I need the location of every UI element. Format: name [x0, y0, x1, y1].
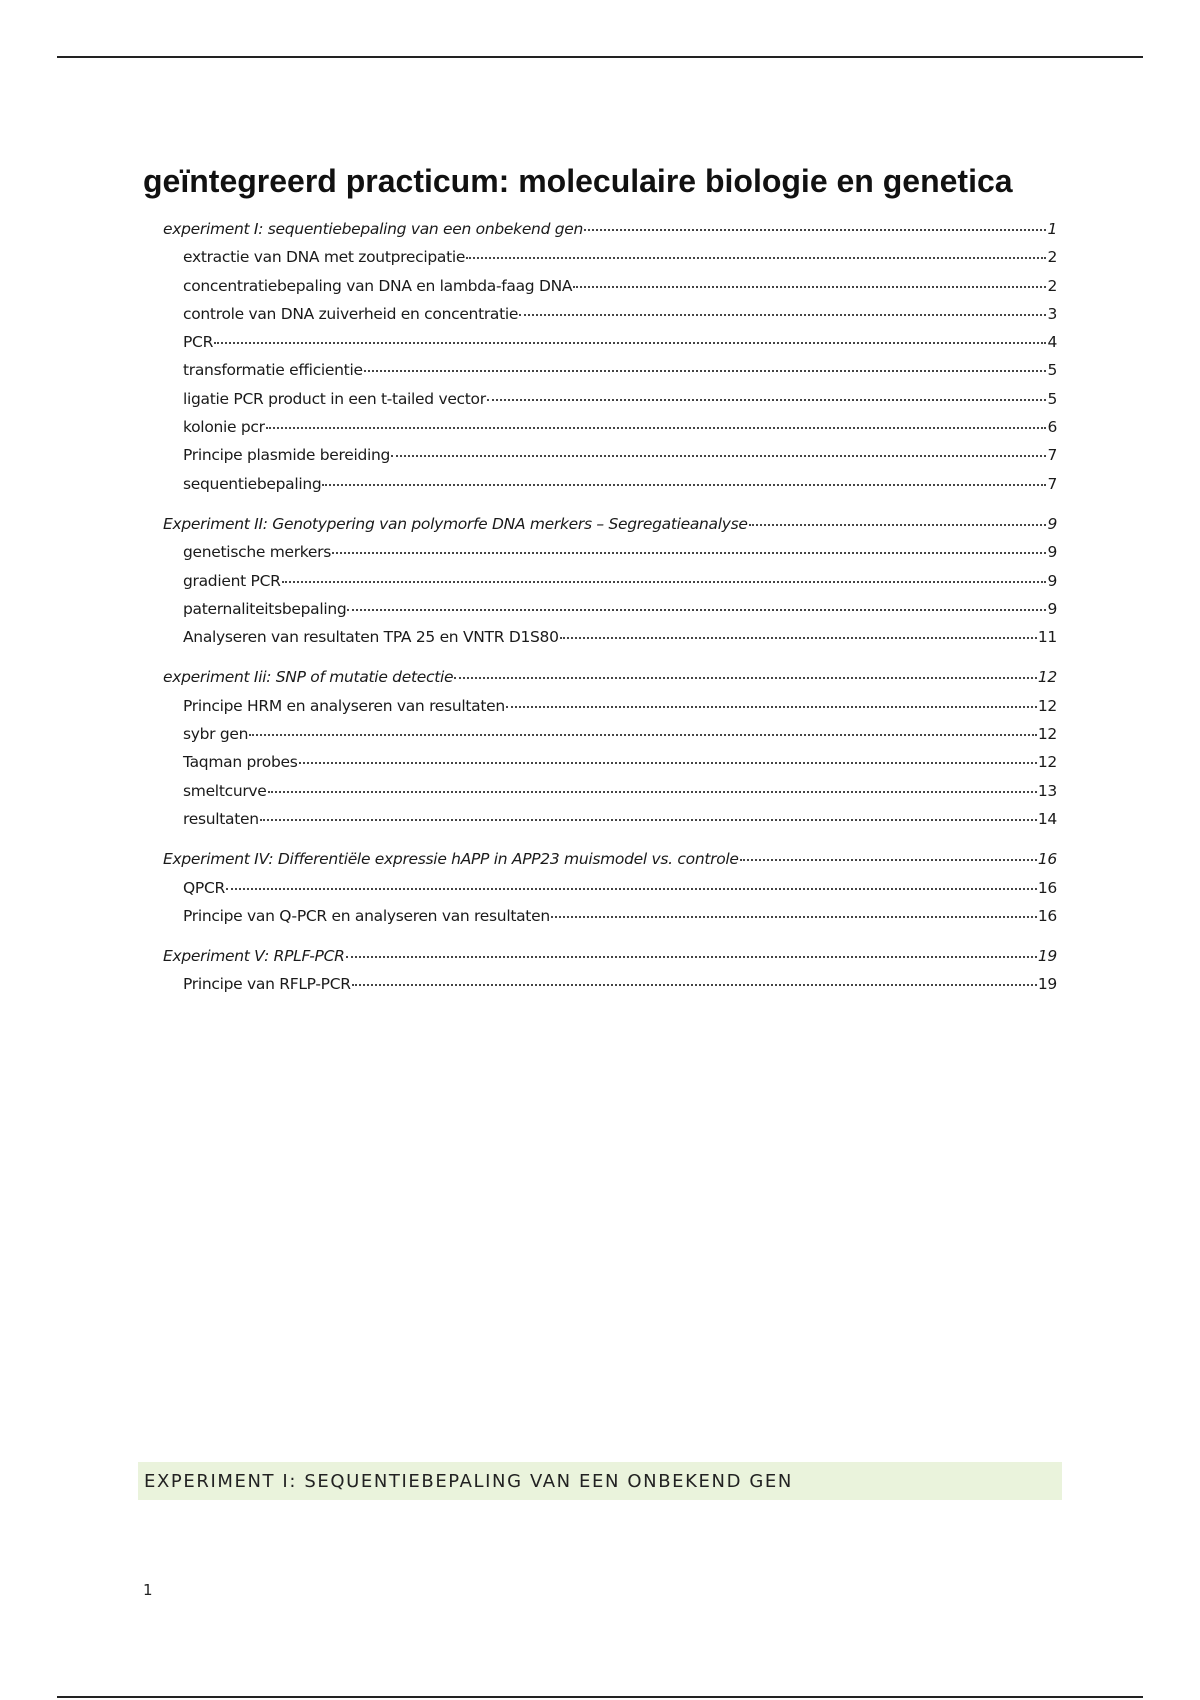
toc-group — [163, 947, 1057, 1004]
toc-dot-leader — [391, 455, 1046, 457]
toc-entry-page: 16 — [1037, 850, 1057, 869]
toc-section-entry[interactable] — [163, 810, 1057, 838]
toc-entry-label: Principe van RFLP-PCR — [183, 975, 351, 994]
header-rule — [57, 56, 1143, 58]
toc-entry-page: 16 — [1037, 878, 1057, 897]
table-of-contents — [163, 220, 1057, 1016]
toc-entry-label: paternaliteitsbepaling — [183, 599, 347, 618]
toc-dot-leader — [551, 916, 1037, 918]
toc-dot-leader — [266, 427, 1047, 429]
toc-section-entry[interactable] — [163, 753, 1057, 781]
toc-section-entry[interactable] — [163, 418, 1057, 446]
toc-section-entry[interactable] — [163, 879, 1057, 907]
toc-entry-page: 12 — [1037, 668, 1057, 687]
toc-entry-page: 7 — [1047, 474, 1057, 493]
toc-section-entry[interactable] — [163, 248, 1057, 276]
toc-entry-label: concentratiebepaling van DNA en lambda-faag DNA — [183, 276, 573, 295]
toc-dot-leader — [584, 229, 1046, 231]
toc-entry-label: Taqman probes — [183, 753, 298, 772]
toc-entry-label: Principe van Q-PCR en analyseren van resultaten — [183, 906, 550, 925]
toc-entry-label: gradient PCR — [183, 571, 281, 590]
toc-dot-leader — [322, 484, 1046, 486]
toc-entry-label: genetische merkers — [183, 543, 332, 562]
toc-section-entry[interactable] — [163, 782, 1057, 810]
toc-entry-label: Experiment II: Genotypering van polymorfe DNA merkers – Segregatieanalyse — [163, 514, 748, 533]
toc-entry-label: smeltcurve — [183, 781, 267, 800]
toc-entry-label: QPCR — [183, 878, 225, 897]
toc-dot-leader — [573, 286, 1046, 288]
toc-entry-label: resultaten — [183, 809, 259, 828]
toc-entry-label: controle van DNA zuiverheid en concentratie — [183, 304, 519, 323]
toc-dot-leader — [749, 524, 1047, 526]
toc-section-entry[interactable] — [163, 725, 1057, 753]
toc-group — [163, 220, 1057, 503]
toc-entry-page: 14 — [1037, 809, 1057, 828]
toc-section-entry[interactable] — [163, 600, 1057, 628]
toc-group — [163, 668, 1057, 838]
toc-dot-leader — [487, 399, 1047, 401]
toc-section-entry[interactable] — [163, 390, 1057, 418]
toc-dot-leader — [364, 370, 1047, 372]
toc-dot-leader — [454, 677, 1037, 679]
toc-section-entry[interactable] — [163, 277, 1057, 305]
toc-entry-page: 11 — [1037, 628, 1057, 647]
toc-entry-page: 19 — [1037, 975, 1057, 994]
toc-entry-page: 7 — [1047, 446, 1057, 465]
toc-dot-leader — [332, 552, 1046, 554]
footer-rule — [57, 1696, 1143, 1698]
toc-entry-page: 9 — [1047, 514, 1057, 533]
toc-dot-leader — [466, 257, 1046, 259]
toc-dot-leader — [214, 342, 1046, 344]
toc-dot-leader — [519, 314, 1046, 316]
toc-section-entry[interactable] — [163, 361, 1057, 389]
toc-section-entry[interactable] — [163, 446, 1057, 474]
toc-dot-leader — [260, 819, 1037, 821]
toc-entry-label: Principe HRM en analyseren van resultaten — [183, 696, 505, 715]
toc-group — [163, 515, 1057, 656]
toc-chapter-entry[interactable] — [163, 947, 1057, 975]
toc-entry-page: 9 — [1047, 599, 1057, 618]
toc-entry-page: 16 — [1037, 906, 1057, 925]
toc-dot-leader — [347, 609, 1046, 611]
toc-dot-leader — [352, 984, 1037, 986]
toc-entry-page: 2 — [1047, 248, 1057, 267]
toc-entry-page: 5 — [1047, 389, 1057, 408]
toc-entry-label: sybr gen — [183, 725, 249, 744]
toc-section-entry[interactable] — [163, 333, 1057, 361]
toc-entry-label: Analyseren van resultaten TPA 25 en VNTR D1S80 — [183, 628, 559, 647]
toc-entry-page: 3 — [1047, 304, 1057, 323]
toc-entry-page: 1 — [1047, 220, 1057, 238]
toc-entry-page: 12 — [1037, 696, 1057, 715]
toc-section-entry[interactable] — [163, 543, 1057, 571]
toc-chapter-entry[interactable] — [163, 515, 1057, 543]
toc-dot-leader — [226, 888, 1037, 890]
toc-dot-leader — [249, 734, 1037, 736]
toc-dot-leader — [282, 581, 1047, 583]
section-heading: EXPERIMENT I: SEQUENTIEBEPALING VAN EEN ONBEKEND GEN — [144, 1470, 793, 1492]
toc-entry-label: extractie van DNA met zoutprecipatie — [183, 248, 466, 267]
toc-section-entry[interactable] — [163, 475, 1057, 503]
toc-entry-label: transformatie efficientie — [183, 361, 363, 380]
toc-entry-label: sequentiebepaling — [183, 474, 322, 493]
toc-chapter-entry[interactable] — [163, 668, 1057, 696]
toc-entry-page: 19 — [1037, 947, 1057, 966]
toc-entry-label: Principe plasmide bereiding — [183, 446, 391, 465]
toc-chapter-entry[interactable] — [163, 850, 1057, 878]
toc-entry-page: 5 — [1047, 361, 1057, 380]
section-heading-band — [138, 1462, 1062, 1500]
toc-entry-label: ligatie PCR product in een t-tailed vector — [183, 389, 486, 408]
toc-section-entry[interactable] — [163, 628, 1057, 656]
toc-entry-page: 2 — [1047, 276, 1057, 295]
toc-entry-label: Experiment IV: Differentiële expressie hAPP in APP23 muismodel vs. controle — [163, 850, 739, 869]
document-title: geïntegreerd practicum: moleculaire biologie en genetica — [143, 163, 1013, 199]
toc-section-entry[interactable] — [163, 975, 1057, 1003]
toc-entry-page: 12 — [1037, 753, 1057, 772]
toc-entry-page: 9 — [1047, 571, 1057, 590]
toc-section-entry[interactable] — [163, 572, 1057, 600]
toc-group — [163, 850, 1057, 935]
page-number: 1 — [143, 1581, 153, 1599]
toc-entry-page: 9 — [1047, 543, 1057, 562]
toc-entry-page: 13 — [1037, 781, 1057, 800]
toc-section-entry[interactable] — [163, 907, 1057, 935]
toc-entry-label: PCR — [183, 333, 214, 352]
toc-entry-page: 6 — [1047, 418, 1057, 437]
toc-entry-page: 12 — [1037, 725, 1057, 744]
toc-entry-page: 4 — [1047, 333, 1057, 352]
toc-dot-leader — [268, 791, 1037, 793]
toc-entry-label: Experiment V: RPLF-PCR — [163, 947, 345, 966]
toc-entry-label: experiment Iii: SNP of mutatie detectie — [163, 668, 454, 687]
toc-section-entry[interactable] — [163, 697, 1057, 725]
toc-chapter-entry[interactable] — [163, 220, 1057, 248]
toc-dot-leader — [299, 762, 1037, 764]
toc-section-entry[interactable] — [163, 305, 1057, 333]
toc-dot-leader — [506, 706, 1037, 708]
toc-entry-label: experiment I: sequentiebepaling van een onbekend gen — [163, 220, 584, 238]
toc-dot-leader — [740, 859, 1037, 861]
toc-entry-label: kolonie pcr — [183, 418, 265, 437]
toc-dot-leader — [346, 956, 1037, 958]
toc-dot-leader — [560, 637, 1037, 639]
